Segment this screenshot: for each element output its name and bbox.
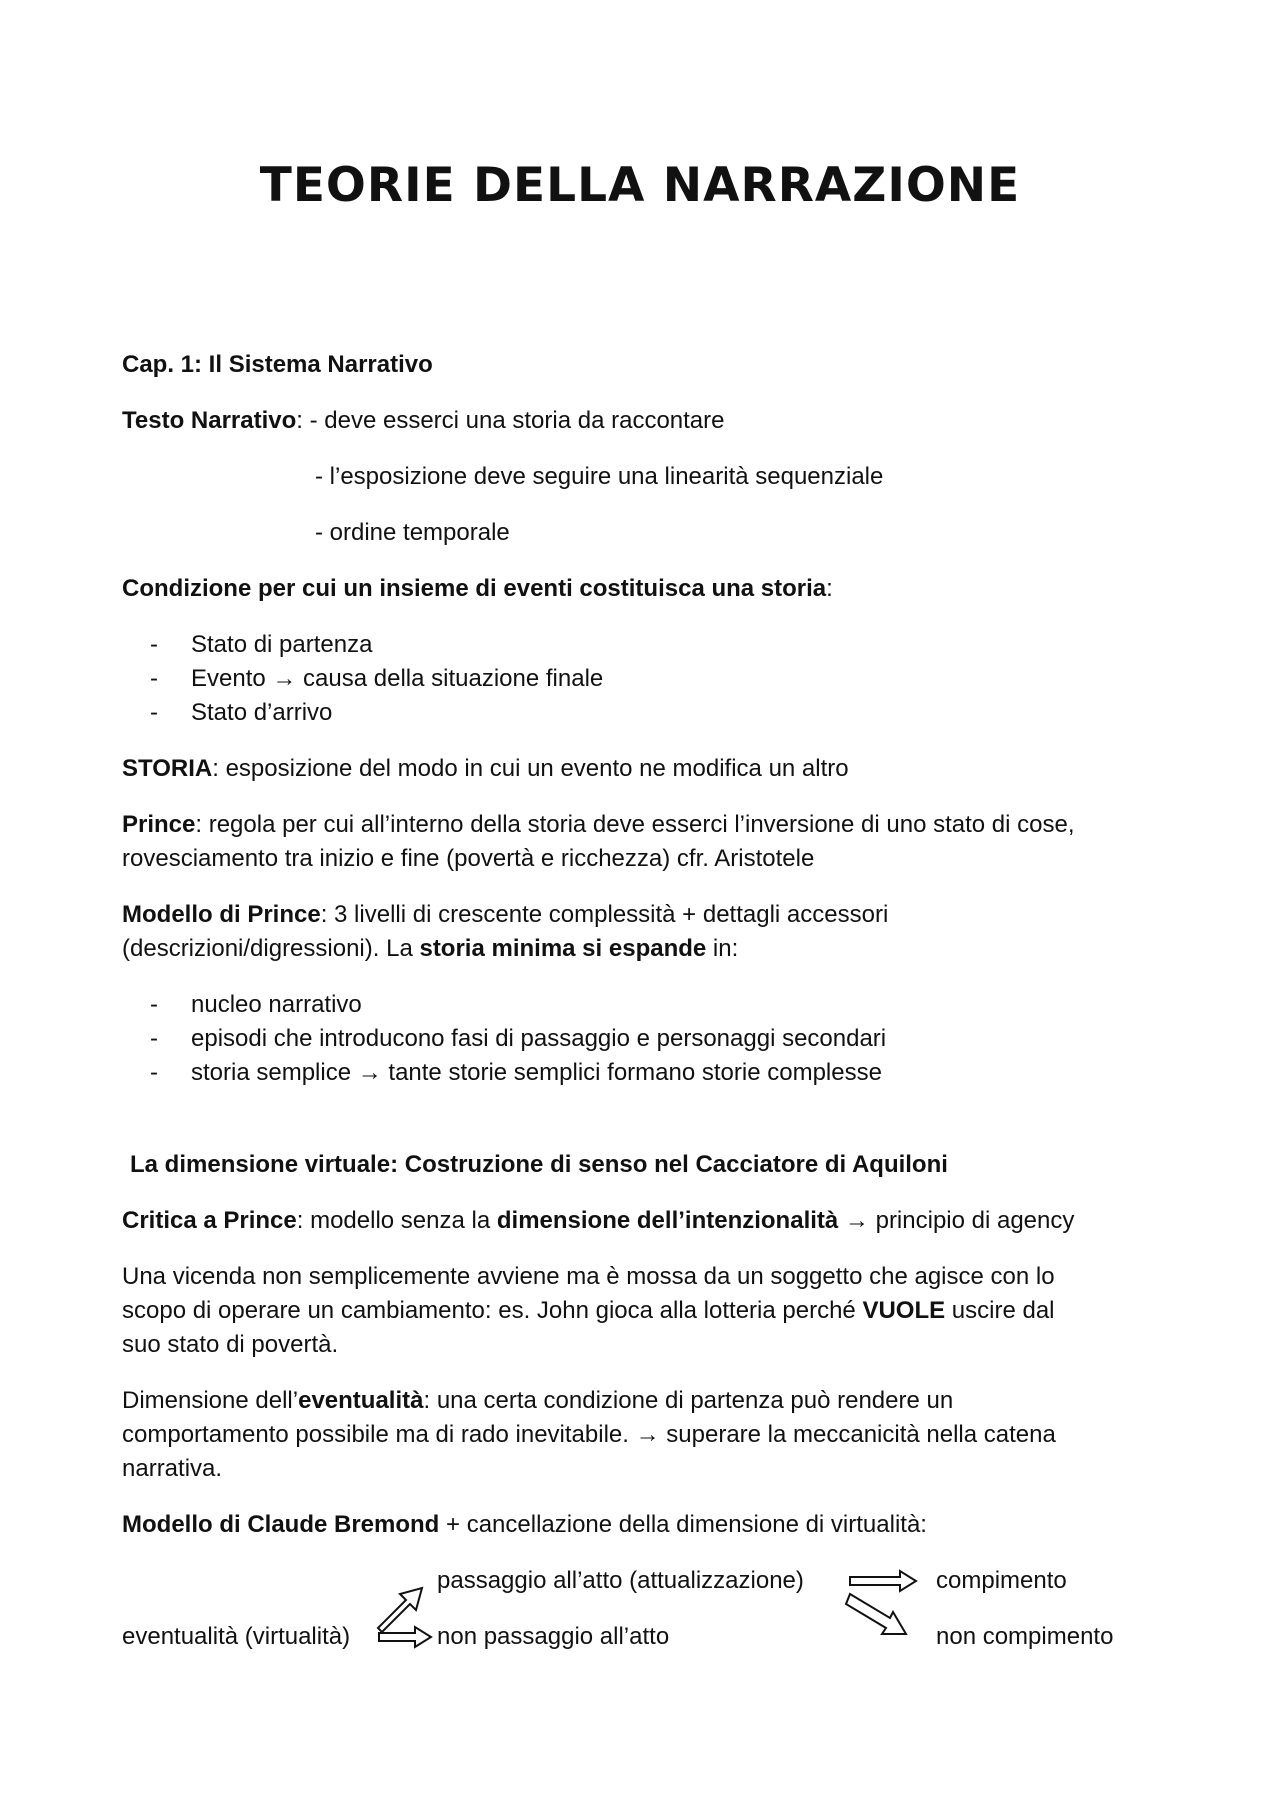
text-segment: uscire dal <box>945 1297 1055 1324</box>
diagonal-down-arrow-icon <box>846 1592 908 1638</box>
arrow-glyph: → <box>844 1207 869 1234</box>
list-item: Stato d’arrivo <box>191 699 333 726</box>
storia-after: : esposizione del modo in cui un evento ne modifica un altro <box>212 755 849 782</box>
text-segment: + cancellazione della dimensione di virtualità: <box>439 1511 927 1538</box>
text-segment: superare la meccanicità nella catena <box>659 1421 1056 1448</box>
diagram-non-passaggio: non passaggio all’atto <box>437 1623 670 1650</box>
eventualita-line-3: narrativa. <box>122 1455 223 1482</box>
bullet-dash: - <box>150 665 158 692</box>
testo-label: Testo Narrativo <box>122 407 297 434</box>
arrow-icon: → <box>357 1059 382 1086</box>
arrow-icon: → <box>272 665 297 692</box>
list-item-post: causa della situazione finale <box>296 665 604 692</box>
bold-segment: eventualità <box>298 1387 424 1414</box>
bullet-dash: - <box>150 1025 158 1052</box>
eventualita-line-1 <box>122 1384 953 1418</box>
section-heading: La dimensione virtuale: Costruzione di senso nel Cacciatore di Aquiloni <box>130 1151 948 1178</box>
prince-line <box>122 808 1075 842</box>
critica-line <box>122 1204 1074 1238</box>
eventualita-line-2 <box>122 1418 1056 1452</box>
testo-item: - l’esposizione deve seguire una linearità sequenziale <box>315 463 884 490</box>
bremond-label: Modello di Claude Bremond <box>122 1511 440 1538</box>
diagram-passaggio: passaggio all’atto (attualizzazione) <box>437 1567 804 1594</box>
bold-segment: dimensione dell’intenzionalità <box>496 1207 839 1234</box>
bullet-dash: - <box>150 631 158 658</box>
arrow-icon <box>838 1207 869 1234</box>
bold-segment: storia minima si espande <box>419 935 707 962</box>
text-segment: : modello senza la <box>296 1207 497 1234</box>
storia-label: STORIA <box>122 755 213 782</box>
right-arrow-icon <box>377 1625 433 1649</box>
bold-segment: VUOLE <box>862 1297 946 1324</box>
list-item <box>191 1056 882 1090</box>
list-item: Stato di partenza <box>191 631 373 658</box>
bullet-dash: - <box>150 699 158 726</box>
text-segment: : una certa condizione di partenza può rendere un <box>423 1387 954 1414</box>
condizione-label: Condizione per cui un insieme di eventi costituisca una storia <box>122 575 827 602</box>
text-segment: principio di agency <box>868 1207 1075 1234</box>
testo-narrativo-line <box>122 404 725 438</box>
list-item: nucleo narrativo <box>191 991 362 1018</box>
page-title: TEORIE DELLA NARRAZIONE <box>259 158 1021 213</box>
text-segment: comportamento possibile ma di rado inevitabile. <box>122 1421 636 1448</box>
prince-line-2: rovesciamento tra inizio e fine (povertà e ricchezza) cfr. Aristotele <box>122 845 815 872</box>
diagram-non-compimento: non compimento <box>936 1623 1114 1650</box>
storia-line <box>122 752 849 786</box>
vicenda-line-3: suo stato di povertà. <box>122 1331 339 1358</box>
modello-prince-line-2 <box>122 932 738 966</box>
text-segment: Dimensione dell’ <box>122 1387 299 1414</box>
list-item-pre: Evento <box>191 665 273 692</box>
list-item-pre: storia semplice <box>191 1059 358 1086</box>
modello-prince-line <box>122 898 888 932</box>
chapter-heading: Cap. 1: Il Sistema Narrativo <box>122 351 433 378</box>
prince-after: : regola per cui all’interno della storia deve esserci l’inversione di uno stato di cose, <box>195 811 1075 838</box>
text-segment: scopo di operare un cambiamento: es. John gioca alla lotteria perché <box>122 1297 863 1324</box>
testo-item: - ordine temporale <box>315 519 510 546</box>
vicenda-line-2 <box>122 1294 1055 1328</box>
list-item-post: tante storie semplici formano storie complesse <box>381 1059 882 1086</box>
modello-prince-label: Modello di Prince <box>122 901 321 928</box>
modello-prince-after: : 3 livelli di crescente complessità + dettagli accessori <box>320 901 889 928</box>
bullet-dash: - <box>150 991 158 1018</box>
testo-after: : - deve esserci una storia da raccontare <box>296 407 725 434</box>
text-segment: in: <box>706 935 739 962</box>
bullet-dash: - <box>150 1059 158 1086</box>
prince-label: Prince <box>122 811 196 838</box>
list-item: episodi che introducono fasi di passaggio e personaggi secondari <box>191 1025 887 1052</box>
critica-label: Critica a Prince <box>122 1207 297 1234</box>
arrow-icon: → <box>635 1421 660 1448</box>
vicenda-line-1: Una vicenda non semplicemente avviene ma è mossa da un soggetto che agisce con lo <box>122 1263 1055 1290</box>
text-segment: (descrizioni/digressioni). La <box>122 935 420 962</box>
right-arrow-icon <box>848 1569 918 1593</box>
diagram-eventualita: eventualità (virtualità) <box>122 1623 351 1650</box>
bremond-line <box>122 1508 927 1542</box>
condizione-line <box>122 572 833 606</box>
condizione-after: : <box>826 575 833 602</box>
diagram-compimento: compimento <box>936 1567 1067 1594</box>
list-item <box>191 662 603 696</box>
